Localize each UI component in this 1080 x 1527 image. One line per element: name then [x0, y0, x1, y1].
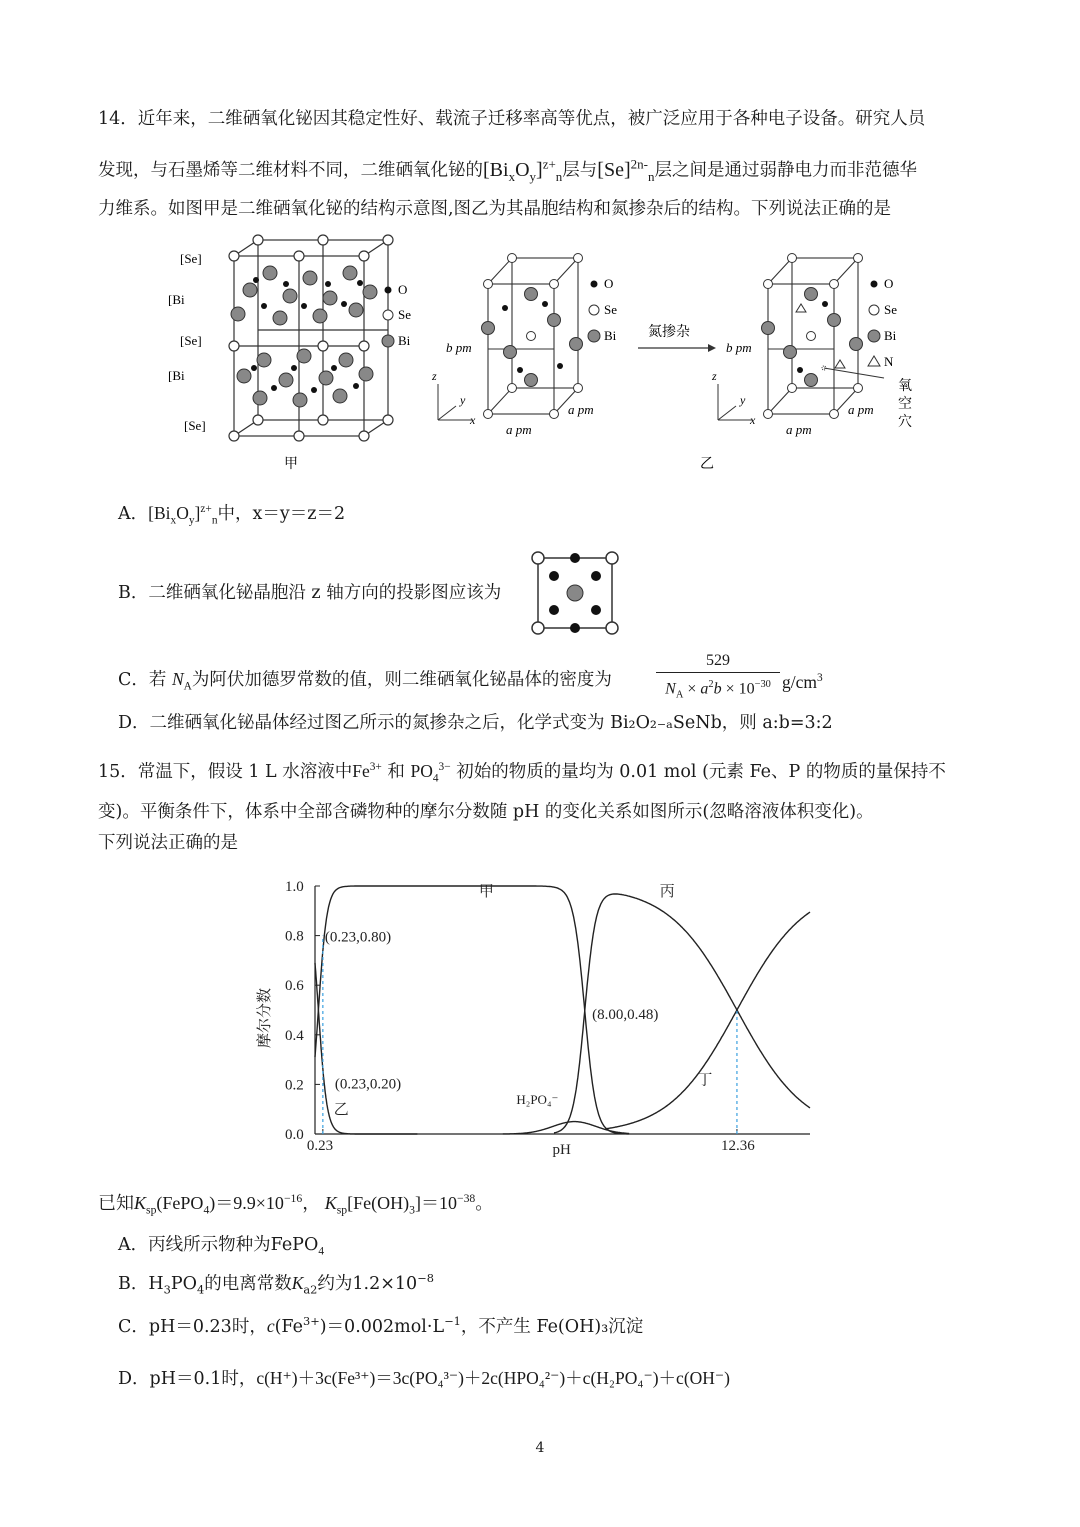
annotation-cross-point: (8.00,0.48) [592, 1006, 659, 1023]
jia-label-se-bot: [Se] [184, 418, 206, 433]
q15-known-d: ， [302, 1193, 321, 1213]
q15-option-b-a: B．H [118, 1273, 164, 1294]
jia-label-bio-2: [Bi [168, 368, 185, 383]
annotation-yi-point: (0.23,0.20) [334, 1076, 402, 1093]
q15-option-b-c: 的电离常数 [204, 1273, 292, 1294]
q15-known-c: )＝9.9×10 [209, 1193, 284, 1213]
doped-legend-n: N [884, 354, 894, 369]
curve-yi [315, 963, 417, 1134]
se-layer-formula: $[Se]^{2n-}_n$ [597, 156, 655, 184]
q15-option-c-d: ，不产生 Fe(OH)₃沉淀 [460, 1316, 644, 1337]
x-axis-label: pH [552, 1142, 571, 1158]
density-numerator: 529 [706, 652, 730, 669]
jia-legend-o: O [398, 282, 408, 297]
density-unit: $g/cm^3$ [782, 671, 823, 692]
q14-option-b: B．二维硒氧化铋晶胞沿 z 轴方向的投影图应该为 [118, 583, 502, 603]
q15-known-f: ＝10 [420, 1193, 457, 1213]
y-tick-label: 0.6 [285, 978, 304, 995]
q15-option-c: C．pH＝0.23时，$c(Fe^{3+})=0.002mol\cdot L^{-1}$，不产生 Fe(OH)₃沉淀 [118, 1314, 644, 1337]
series-label-h2po4: H₂PO₄⁻ [516, 1092, 559, 1108]
doped-dim-b: b pm [726, 340, 752, 355]
series-label-bing: 丙 [659, 883, 675, 900]
q14-option-a-text: 中，x＝y＝z＝2 [217, 503, 346, 524]
jia-label-se-top: [Se] [180, 251, 202, 266]
x-tick-label: 0.23 [306, 1138, 334, 1154]
q15-known-a: 已知 [98, 1193, 134, 1213]
q15-option-d-a: D．pH＝0.1时， [118, 1369, 257, 1389]
q15-option-a: A．丙线所示物种为FePO$_4$ [118, 1235, 324, 1258]
series-label-ding: 丁 [697, 1072, 713, 1089]
yi-legend-o: O [604, 276, 614, 291]
q15-stem-line1: 15．常温下，假设 1 L 水溶液中$Fe^{3+}$ 和 $PO_4^{3-}$ 初始的物质的量均为 0.01 mol (元素 Fe、P 的物质的量保持不 [98, 760, 946, 785]
q15-option-d [118, 1365, 730, 1392]
density-denominator: $N_A \times a^2b \times 10^{-30}$ [656, 672, 780, 708]
q15-known-g: 。 [475, 1193, 494, 1213]
q14-stem-line1: 14．近年来，二维硒氧化铋因其稳定性好、载流子迁移率高等优点，被广泛应用于各种电子设备。研究人员 [98, 109, 926, 129]
doped-axis-z: z [712, 369, 717, 383]
yi-axis-y: y [460, 393, 466, 407]
mole-fraction-chart [240, 868, 830, 1168]
q14-stem-line2-c: 层之间是通过弱静电力而非范德华 [654, 160, 917, 181]
q14-option-a [118, 496, 345, 533]
yi-dim-b: b pm [446, 340, 472, 355]
y-tick-label: 0.4 [285, 1027, 304, 1044]
vacancy-label-2: 空 [898, 397, 912, 412]
q14-option-a-prefix: A． [118, 503, 149, 524]
q14-option-c-prefix: C．若 [118, 670, 167, 690]
y-axis-label: 摩尔分数 [257, 987, 273, 1048]
figure-yi-cell [431, 254, 617, 438]
q14-option-d: D．二维硒氧化铋晶体经过图乙所示的氮掺杂之后，化学式变为 Bi₂O₂₋ₐSeNb，则 a:b=3:2 [118, 713, 833, 733]
curve-jia [315, 886, 629, 1134]
figure-jia [168, 235, 411, 441]
q14-stem-line2-b: 层与 [562, 160, 598, 181]
q14-option-c-mid: 为阿伏加德罗常数的值，则二维硒氧化铋晶体的密度为 [191, 670, 612, 690]
annotation-jia-point: (0.23,0.80) [324, 929, 392, 946]
q14-option-c: C．若 $N_A$为阿伏加德罗常数的值，则二维硒氧化铋晶体的密度为 [118, 669, 612, 693]
doped-legend-bi: Bi [884, 328, 897, 343]
q15-stem-line1-c: 初始的物质的量均为 0.01 mol (元素 Fe、P 的物质的量保持不 [456, 761, 946, 782]
q14-stem-line2-a: 发现，与石墨烯等二维材料不同，二维硒氧化铋的 [98, 160, 483, 181]
jia-label-se-mid: [Se] [180, 333, 202, 348]
q14-option-c-na: N [171, 669, 184, 689]
q15-known-e: Fe(OH) [353, 1193, 410, 1213]
bio-layer-formula: $[Bi_xO_y]^{z+}_n$ [483, 156, 563, 184]
yi-legend-se: Se [604, 302, 617, 317]
jia-legend-bi: Bi [398, 333, 411, 348]
yi-axis-z: z [432, 369, 437, 383]
caption-yi: 乙 [700, 457, 714, 472]
caption-jia: 甲 [284, 457, 298, 472]
doped-axis-x: x [750, 413, 756, 427]
q15-option-c-b: (Fe [274, 1316, 303, 1337]
figure-yi-doped-cell [711, 254, 912, 438]
page-number: 4 [535, 1440, 545, 1456]
doping-label: 氮掺杂 [648, 325, 690, 340]
q14-stem-line2 [98, 151, 917, 190]
q15-option-b-b: PO [170, 1273, 197, 1294]
q15-option-c-c: )＝0.002mol·L [319, 1316, 445, 1337]
doped-legend-o: O [884, 276, 894, 291]
q15-stem-line3: 下列说法正确的是 [98, 833, 238, 853]
jia-label-bio-1: [Bi [168, 292, 185, 307]
density-fraction [656, 650, 780, 708]
q14-figure [160, 228, 940, 478]
y-tick-label: 0.0 [285, 1127, 304, 1143]
vacancy-label-1: 氧 [898, 379, 912, 394]
y-tick-label: 0.2 [285, 1077, 304, 1094]
y-tick-label: 0.8 [285, 928, 304, 945]
projection-diagram [530, 550, 620, 636]
q14-stem-line3: 力维系。如图甲是二维硒氧化铋的结构示意图,图乙为其晶胞结构和氮掺杂后的结构。下列说法正确的是 [98, 199, 892, 219]
option-a-formula: $[Bi_xO_y]^{z+}_n$ [148, 502, 218, 527]
yi-axis-x: x [470, 413, 476, 427]
doped-dim-a-side: a pm [848, 402, 874, 417]
doped-legend-se: Se [884, 302, 897, 317]
q15-known: 已知$K_{sp}(FePO_4)=9.9\times 10^{-16}$， $K_{sp}[Fe(OH)_3]=10^{-38}$。 [98, 1192, 494, 1217]
vacancy-label-3: 穴 [898, 415, 912, 430]
yi-dim-a-bottom: a pm [506, 422, 532, 437]
yi-dim-a-side: a pm [568, 402, 594, 417]
y-tick-label: 1.0 [285, 879, 304, 895]
doped-dim-a-bottom: a pm [786, 422, 812, 437]
q15-stem-line1-a: 15．常温下，假设 1 L 水溶液中 [98, 761, 353, 782]
jia-legend-se: Se [398, 307, 411, 322]
q15-option-b: B．$H_3PO_4$的电离常数$K_{a2}$约为$1.2\times 10^{-8}$ [118, 1271, 434, 1297]
q15-known-b: (FePO [156, 1193, 204, 1213]
yi-legend-bi: Bi [604, 328, 617, 343]
series-label-yi: 乙 [333, 1102, 349, 1119]
x-tick-label: 12.36 [720, 1138, 755, 1154]
q15-option-a-text: A．丙线所示物种为FePO [118, 1235, 319, 1255]
q15-option-d-b: c(H⁺)＋3c(Fe³⁺)＝3c(PO₄³⁻)＋2c(HPO₄²⁻)＋c(H₂PO₄⁻)＋c(OH⁻) [256, 1368, 730, 1388]
doped-axis-y: y [740, 393, 746, 407]
doping-arrow [638, 323, 716, 352]
q15-stem-line1-b: 和 [387, 761, 405, 782]
series-label-jia: 甲 [478, 883, 494, 900]
q15-stem-line2: 变)。平衡条件下，体系中全部含磷物种的摩尔分数随 pH 的变化关系如图所示(忽略溶液体积变化)。 [98, 802, 874, 822]
q15-option-b-d: 约为1.2×10 [317, 1273, 418, 1294]
q15-option-c-a: C．pH＝0.23时， [118, 1316, 267, 1337]
